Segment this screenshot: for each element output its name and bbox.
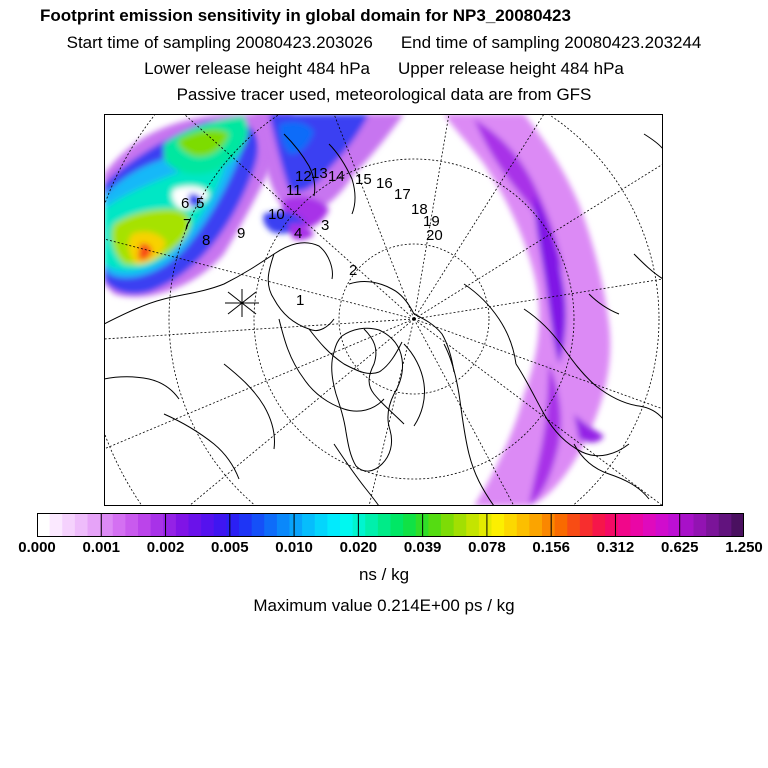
track-label-18: 18 <box>411 201 428 218</box>
colorbar-tick-label: 0.156 <box>532 539 570 556</box>
colorbar <box>37 513 744 537</box>
release-heights <box>0 59 768 79</box>
colorbar-cell <box>454 513 467 537</box>
colorbar-cell <box>125 513 138 537</box>
track-label-8: 8 <box>202 232 211 249</box>
track-label-12: 12 <box>295 168 312 185</box>
track-label-13: 13 <box>311 165 328 182</box>
track-label-19: 19 <box>423 213 440 230</box>
colorbar-cell <box>239 513 252 537</box>
colorbar-tick-label: 0.625 <box>660 539 699 556</box>
colorbar-cell <box>327 513 340 537</box>
colorbar-tick-labels <box>0 539 768 559</box>
colorbar-cell <box>643 513 656 537</box>
colorbar-cell <box>731 513 744 537</box>
colorbar-cell <box>201 513 214 537</box>
maximum-value: Maximum value 0.214E+00 ps / kg <box>253 596 515 615</box>
colorbar-cell <box>176 513 189 537</box>
colorbar-cell <box>441 513 454 537</box>
colorbar-cell <box>529 513 542 537</box>
colorbar-cell <box>492 513 505 537</box>
footprint-map <box>104 114 663 506</box>
colorbar-cell <box>151 513 164 537</box>
colorbar-cell <box>428 513 441 537</box>
colorbar-tick-label: 0.001 <box>82 539 121 556</box>
colorbar-tick-label: 0.010 <box>275 539 313 556</box>
colorbar-cell <box>290 513 303 537</box>
colorbar-cell <box>88 513 101 537</box>
colorbar-cell <box>226 513 239 537</box>
colorbar-cell <box>605 513 618 537</box>
track-label-3: 3 <box>321 217 330 234</box>
colorbar-cell <box>542 513 555 537</box>
track-label-15: 15 <box>355 171 372 188</box>
colorbar-cell <box>378 513 391 537</box>
colorbar-cell <box>252 513 265 537</box>
colorbar-cell <box>618 513 631 537</box>
track-label-11: 11 <box>286 182 302 199</box>
colorbar-cells <box>37 513 744 537</box>
colorbar-tick-label: 0.078 <box>468 539 506 556</box>
colorbar-cell <box>391 513 404 537</box>
sampling-times <box>0 33 768 53</box>
colorbar-cell <box>403 513 416 537</box>
colorbar-cell <box>656 513 669 537</box>
colorbar-tick-label: 0.002 <box>146 539 185 556</box>
upper-release-height: Upper release height 484 hPa <box>398 59 624 78</box>
colorbar-tick-label: 0.000 <box>18 539 56 556</box>
track-label-9: 9 <box>237 225 246 242</box>
colorbar-tick-label: 0.039 <box>403 539 442 556</box>
colorbar-cell <box>580 513 593 537</box>
colorbar-cell <box>567 513 580 537</box>
colorbar-cell <box>100 513 113 537</box>
colorbar-cell <box>706 513 719 537</box>
colorbar-cell <box>214 513 227 537</box>
track-label-10: 10 <box>268 206 285 223</box>
colorbar-cell <box>37 513 50 537</box>
end-time: End time of sampling 20080423.203244 <box>400 33 702 52</box>
colorbar-cell <box>466 513 479 537</box>
track-label-1: 1 <box>296 292 305 309</box>
colorbar-cell <box>277 513 290 537</box>
colorbar-tick-label: 1.250 <box>725 539 763 556</box>
colorbar-units: ns / kg <box>358 565 410 584</box>
colorbar-cell <box>50 513 63 537</box>
colorbar-cell <box>365 513 378 537</box>
track-label-16: 16 <box>376 175 393 192</box>
colorbar-cell <box>138 513 151 537</box>
track-label-17: 17 <box>394 186 411 203</box>
colorbar-cell <box>113 513 126 537</box>
map-title: Footprint emission sensitivity in global domain for NP3_20080423 <box>40 6 571 25</box>
track-label-5: 5 <box>196 195 205 212</box>
start-time: Start time of sampling 20080423.203026 <box>66 33 373 52</box>
track-label-6: 6 <box>181 195 190 212</box>
colorbar-cell <box>681 513 694 537</box>
colorbar-cell <box>189 513 202 537</box>
lower-release-height: Lower release height 484 hPa <box>144 59 370 78</box>
colorbar-cell <box>62 513 75 537</box>
colorbar-cell <box>630 513 643 537</box>
release-point-marker <box>225 289 259 317</box>
colorbar-cell <box>302 513 315 537</box>
track-label-2: 2 <box>349 262 358 279</box>
track-label-14: 14 <box>328 168 345 185</box>
track-label-4: 4 <box>294 225 303 242</box>
colorbar-tick-label: 0.020 <box>339 539 378 556</box>
colorbar-tick-label: 0.312 <box>596 539 635 556</box>
colorbar-cell <box>694 513 707 537</box>
colorbar-cell <box>264 513 277 537</box>
colorbar-cell <box>479 513 492 537</box>
colorbar-cell <box>340 513 353 537</box>
track-label-20: 20 <box>426 227 443 244</box>
track-label-7: 7 <box>183 216 192 233</box>
colorbar-cell <box>75 513 88 537</box>
colorbar-tick-label: 0.005 <box>211 539 249 556</box>
colorbar-cell <box>719 513 732 537</box>
colorbar-cell <box>555 513 568 537</box>
tracer-note: Passive tracer used, meteorological data are from GFS <box>176 85 592 104</box>
colorbar-cell <box>593 513 606 537</box>
colorbar-cell <box>315 513 328 537</box>
colorbar-cell <box>504 513 517 537</box>
colorbar-cell <box>353 513 366 537</box>
colorbar-cell <box>517 513 530 537</box>
